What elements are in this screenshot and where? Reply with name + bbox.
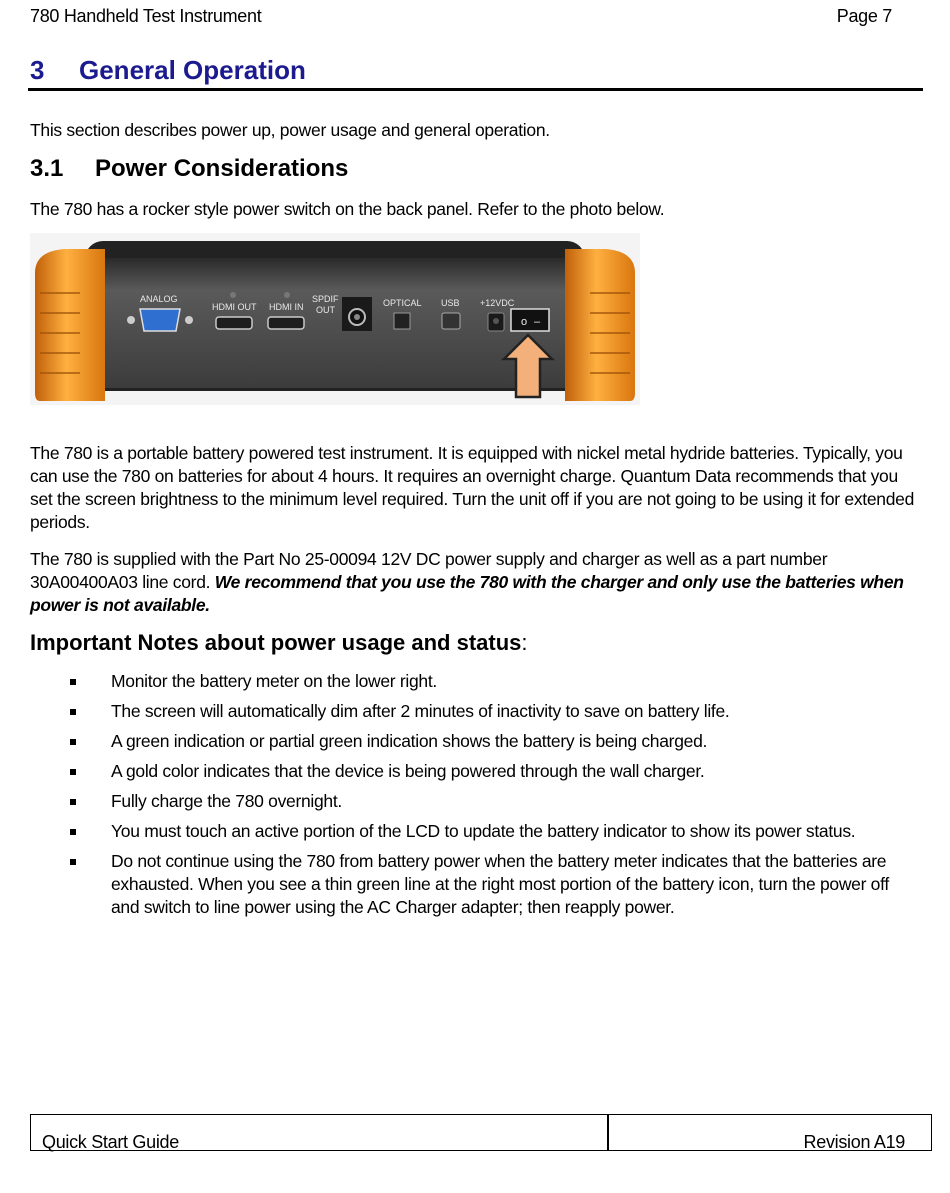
note-text: Do not continue using the 780 from battery power when the battery meter indicates that the batteries are exhausted. When you see a thin green line at the right most portion of the battery icon, turn the power off and switch to line power using the AC Charger adapter; then reapply power. xyxy=(111,851,889,917)
switch-off-mark: o xyxy=(521,316,528,328)
hdmi-in-port xyxy=(268,317,304,329)
bullet-icon xyxy=(70,739,76,745)
charger-recommendation: We recommend that you use the 780 with the charger and only use the batteries when power is not available. xyxy=(30,572,904,615)
rocker-power-switch xyxy=(511,309,549,331)
bullet-icon xyxy=(70,829,76,835)
switch-on-mark: – xyxy=(534,316,541,328)
page-header xyxy=(30,6,892,28)
intro-paragraph: This section describes power up, power usage and general operation. xyxy=(30,120,550,140)
label-optical: OPTICAL xyxy=(383,298,422,308)
section-number: 3 xyxy=(30,55,45,85)
switch-paragraph: The 780 has a rocker style power switch on the back panel. Refer to the photo below. xyxy=(30,199,665,219)
label-spdif-1: SPDIF xyxy=(312,294,339,304)
usb-port xyxy=(442,313,460,329)
list-item xyxy=(30,850,920,919)
bullet-icon xyxy=(70,709,76,715)
notes-heading-text: Important Notes about power usage and status xyxy=(30,630,522,655)
bullet-icon xyxy=(70,679,76,685)
back-panel-photo xyxy=(30,233,640,405)
bullet-icon xyxy=(70,859,76,865)
notes-heading-colon: : xyxy=(521,630,528,655)
page-footer xyxy=(30,1114,932,1151)
left-bumper xyxy=(35,249,105,401)
subsection-number: 3.1 xyxy=(30,155,64,182)
list-item xyxy=(30,820,920,843)
subsection-title: Power Considerations xyxy=(95,155,349,182)
hdmi-out-port xyxy=(216,317,252,329)
list-item xyxy=(30,760,920,783)
section-rule xyxy=(28,88,923,91)
label-usb: USB xyxy=(441,298,460,308)
list-item xyxy=(30,670,920,693)
footer-divider xyxy=(607,1115,609,1150)
note-text: Fully charge the 780 overnight. xyxy=(111,791,342,811)
charger-paragraph-text: The 780 is supplied with the Part No 25-00094 12V DC power supply and charger as well as a part number 30A00400A03 line cord. xyxy=(30,549,828,592)
label-spdif-2: OUT xyxy=(316,305,335,315)
footer-guide-name: Quick Start Guide xyxy=(42,1132,179,1152)
analog-port xyxy=(140,309,180,331)
notes-list xyxy=(30,670,920,926)
list-item xyxy=(30,700,920,723)
footer-revision: Revision A19 xyxy=(803,1132,905,1152)
right-bumper xyxy=(565,249,635,401)
notes-heading xyxy=(30,630,528,656)
note-text: A gold color indicates that the device is being powered through the wall charger. xyxy=(111,761,705,781)
charger-paragraph xyxy=(30,548,920,617)
section-title: General Operation xyxy=(79,55,306,85)
list-item xyxy=(30,790,920,813)
subsection-heading xyxy=(30,155,348,183)
bullet-icon xyxy=(70,769,76,775)
note-text: Monitor the battery meter on the lower right. xyxy=(111,671,437,691)
battery-paragraph: The 780 is a portable battery powered test instrument. It is equipped with nickel metal hydride batteries. Typically, you can use the 780 on batteries for about 4 hours. It requires an overnight charge. Quantum Data recommends that you set the screen brightness to the minimum level required. Turn the unit off if you are not going to be using it for extended periods. xyxy=(30,443,915,532)
label-hdmi-out: HDMI OUT xyxy=(212,302,257,312)
bullet-icon xyxy=(70,799,76,805)
note-text: You must touch an active portion of the LCD to update the battery indicator to show its power status. xyxy=(111,821,856,841)
note-text: A green indication or partial green indication shows the battery is being charged. xyxy=(111,731,708,751)
optical-port xyxy=(394,313,410,329)
label-hdmi-in: HDMI IN xyxy=(269,302,304,312)
note-text: The screen will automatically dim after 2 minutes of inactivity to save on battery life. xyxy=(111,701,730,721)
label-12vdc: +12VDC xyxy=(480,298,515,308)
label-analog: ANALOG xyxy=(140,294,178,304)
header-title: 780 Handheld Test Instrument xyxy=(30,6,262,26)
header-page-number: Page 7 xyxy=(836,6,892,26)
section-heading xyxy=(30,55,306,86)
list-item xyxy=(30,730,920,753)
